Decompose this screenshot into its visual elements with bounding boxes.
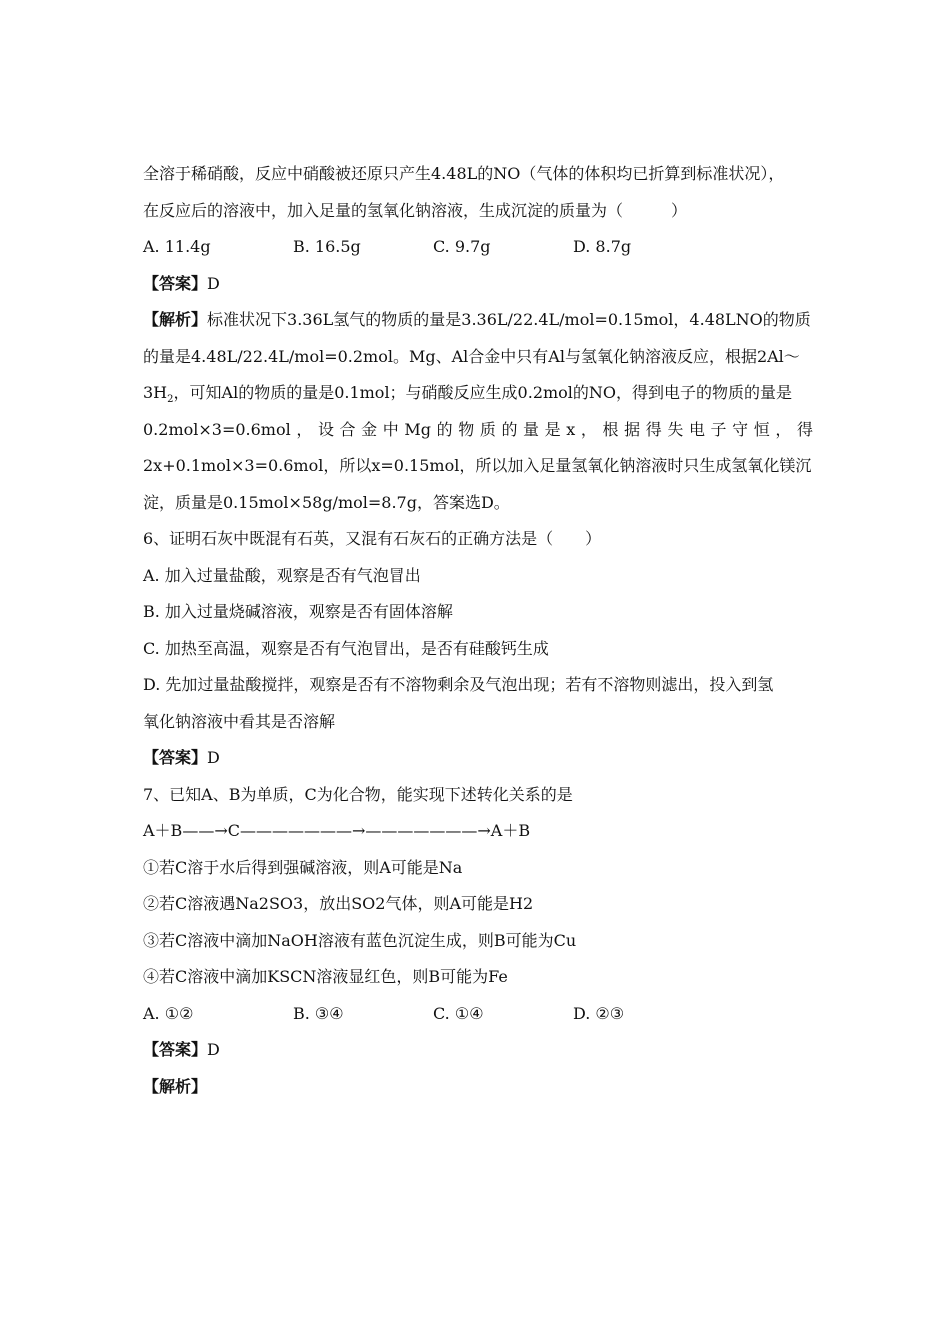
q5-option-a: A. 11.4g (143, 237, 211, 256)
analysis-label: 【解析】 (143, 310, 208, 329)
answer-value: D (207, 748, 220, 767)
q7-reaction-scheme: A＋B——→C———————→———————→A＋B (143, 821, 531, 840)
answer-value: D (207, 273, 220, 293)
q7-item-1: ①若C溶于水后得到强碱溶液，则A可能是Na (143, 857, 463, 877)
q7-option-a: A. ①② (143, 1003, 194, 1023)
q6-answer (143, 740, 813, 777)
document-body (143, 156, 813, 1105)
q7-analysis (143, 1069, 813, 1106)
q7-stem: 7、已知A、B为单质，C为化合物，能实现下述转化关系的是 (143, 784, 573, 804)
q6-option-a: A. 加入过量盐酸，观察是否有气泡冒出 (143, 565, 421, 585)
q5-option-c: C. 9.7g (433, 237, 491, 256)
formula-h2: 3H (143, 383, 168, 402)
analysis-text: ，可知Al的物质的量是0.1mol；与硝酸反应生成0.2mol的NO，得到电子的物质的量是 (173, 383, 793, 402)
q5-options (143, 229, 813, 266)
q7-item-2: ②若C溶液遇Na2SO3，放出SO2气体，则A可能是H2 (143, 894, 534, 913)
answer-value: D (207, 1040, 220, 1059)
q5-stem-line-1: 全溶于稀硝酸，反应中硝酸被还原只产生4.48L的NO（气体的体积均已折算到标准状况）， (143, 164, 785, 183)
q6-stem: 6、证明石灰中既混有石英，又混有石灰石的正确方法是（ ） (143, 529, 602, 548)
q5-option-b: B. 16.5g (293, 237, 361, 256)
q6-option-d-line-2: 氧化钠溶液中看其是否溶解 (143, 711, 336, 731)
answer-label: 【答案】 (143, 748, 208, 767)
q5-analysis-line-6: 淀，质量是0.15mol×58g/mol=8.7g，答案选D。 (143, 492, 510, 512)
q7-item-3: ③若C溶液中滴加NaOH溶液有蓝色沉淀生成，则B可能为Cu (143, 930, 577, 950)
q7-option-d: D. ②③ (573, 1003, 625, 1023)
q5-analysis-line-3 (143, 375, 813, 412)
q7-answer (143, 1032, 813, 1069)
analysis-label: 【解析】 (143, 1076, 208, 1096)
q5-option-d: D. 8.7g (573, 237, 632, 256)
answer-label: 【答案】 (143, 1040, 208, 1059)
subscript-2: 2 (167, 394, 174, 406)
q5-analysis-line-1 (143, 302, 813, 339)
answer-label: 【答案】 (143, 273, 208, 293)
q7-option-b: B. ③④ (293, 1003, 344, 1023)
q7-options (143, 996, 813, 1033)
analysis-text: 标准状况下3.36L氢气的物质的量是3.36L/22.4L/mol=0.15mol，4.48LNO的物质 (207, 310, 811, 329)
q5-analysis-line-5: 2x+0.1mol×3=0.6mol，所以x=0.15mol，所以加入足量氢氧化钠溶液时只生成氢氧化镁沉 (143, 456, 812, 475)
q5-analysis-line-4: 0.2mol×3=0.6mol，设合金中Mg的物质的量是x，根据得失电子守恒，得 (143, 419, 813, 439)
q6-option-d-line-1: D. 先加过量盐酸搅拌，观察是否有不溶物剩余及气泡出现；若有不溶物则滤出，投入到氢 (143, 675, 774, 694)
q6-option-b: B. 加入过量烧碱溶液，观察是否有固体溶解 (143, 602, 453, 621)
q6-option-c: C. 加热至高温，观察是否有气泡冒出，是否有硅酸钙生成 (143, 638, 549, 658)
q5-answer (143, 266, 813, 303)
q5-stem-line-2: 在反应后的溶液中，加入足量的氢氧化钠溶液，生成沉淀的质量为（ ） (143, 200, 688, 220)
q5-analysis-line-2: 的量是4.48L/22.4L/mol=0.2mol。Mg、Al合金中只有Al与氢氧化钠溶液反应，根据2Al～ (143, 346, 800, 366)
q7-item-4: ④若C溶液中滴加KSCN溶液显红色，则B可能为Fe (143, 967, 508, 986)
q7-option-c: C. ①④ (433, 1003, 484, 1023)
